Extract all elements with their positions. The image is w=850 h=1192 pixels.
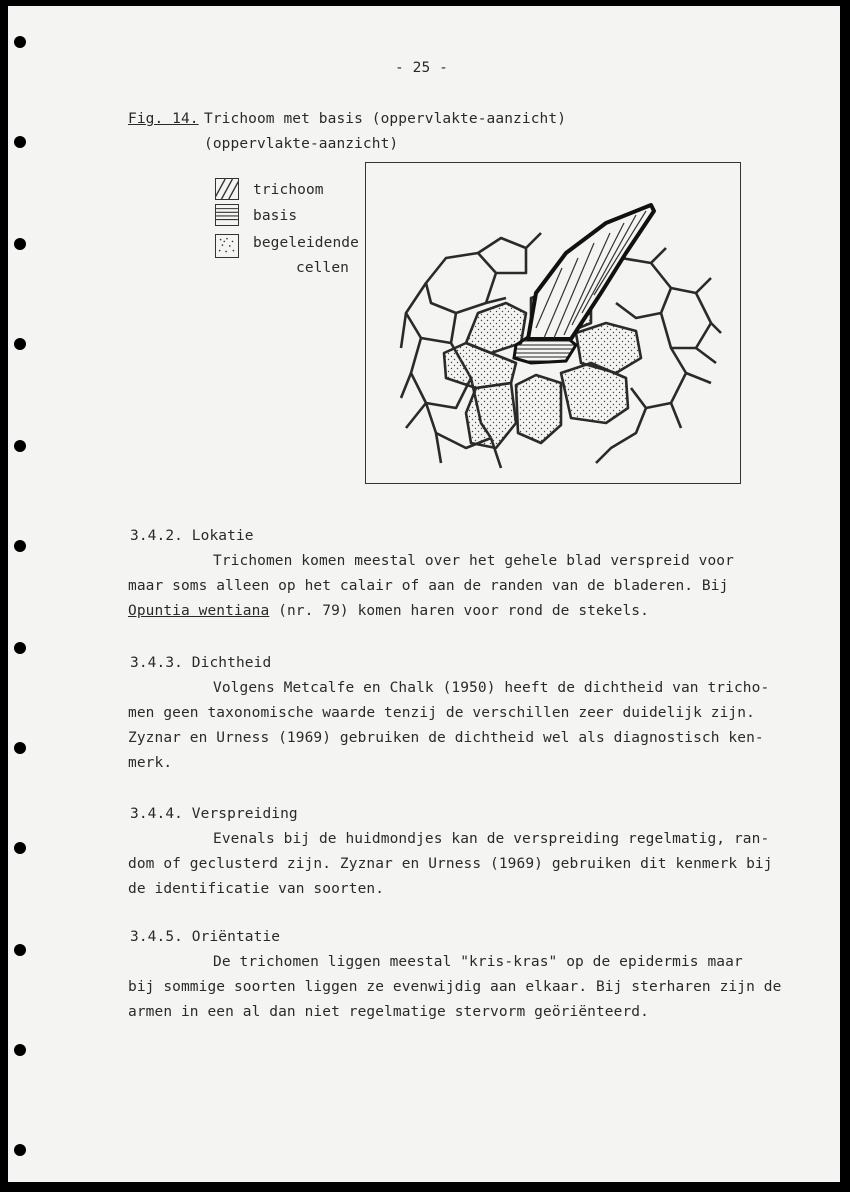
- section-heading-dichtheid: 3.4.3. Dichtheid: [130, 655, 272, 671]
- binder-hole: [14, 1144, 26, 1156]
- legend-label: begeleidende: [253, 235, 359, 251]
- section-heading-orientatie: 3.4.5. Oriëntatie: [130, 929, 281, 945]
- paragraph-line: bij sommige soorten liggen ze evenwijdig aan elkaar. Bij sterharen zijn de: [128, 979, 782, 995]
- paragraph-line: men geen taxonomische waarde tenzij de verschillen zeer duidelijk zijn.: [128, 705, 755, 721]
- binder-hole: [14, 842, 26, 854]
- paragraph-line: maar soms alleen op het calair of aan de randen van de bladeren. Bij: [128, 578, 729, 594]
- binder-hole: [14, 338, 26, 350]
- binder-hole: [14, 440, 26, 452]
- species-name: Opuntia wentiana: [128, 603, 270, 619]
- binder-hole: [14, 136, 26, 148]
- legend-label: basis: [253, 208, 298, 224]
- section-heading-lokatie: 3.4.2. Lokatie: [130, 528, 254, 544]
- legend-label: trichoom: [253, 182, 324, 198]
- paragraph-line: Trichomen komen meestal over het gehele blad verspreid voor: [213, 553, 734, 569]
- paragraph-line: merk.: [128, 755, 173, 771]
- paragraph-line: Evenals bij de huidmondjes kan de verspreiding regelmatig, ran-: [213, 831, 770, 847]
- paragraph-line: De trichomen liggen meestal "kris-kras" op de epidermis maar: [213, 954, 743, 970]
- figure-frame: [365, 162, 741, 484]
- binder-hole: [14, 36, 26, 48]
- paragraph-line: armen in een al dan niet regelmatige stervorm geöriënteerd.: [128, 1004, 649, 1020]
- paragraph-line: Volgens Metcalfe en Chalk (1950) heeft de dichtheid van tricho-: [213, 680, 770, 696]
- figure-label: Fig. 14.: [128, 111, 199, 127]
- binder-hole: [14, 642, 26, 654]
- binder-hole: [14, 540, 26, 552]
- figure-title: Trichoom met basis (oppervlakte-aanzicht): [204, 111, 567, 127]
- section-heading-verspreiding: 3.4.4. Verspreiding: [130, 806, 298, 822]
- document-page: [8, 6, 840, 1182]
- binder-hole: [14, 238, 26, 250]
- paragraph-line: dom of geclusterd zijn. Zyznar en Urness (1969) gebruiken dit kenmerk bij: [128, 856, 773, 872]
- dots-swatch: [215, 234, 239, 258]
- binder-hole: [14, 944, 26, 956]
- page-number: - 25 -: [395, 60, 448, 76]
- binder-hole: [14, 742, 26, 754]
- figure-title-line2: (oppervlakte-aanzicht): [204, 136, 399, 152]
- lines-swatch: [215, 204, 239, 226]
- paragraph-line: de identificatie van soorten.: [128, 881, 385, 897]
- trichome-illustration: [366, 163, 739, 482]
- paragraph-text: (nr. 79) komen haren voor rond de stekels.: [269, 603, 649, 619]
- legend-label-continued: cellen: [296, 260, 349, 276]
- paragraph-line: Zyznar en Urness (1969) gebruiken de dichtheid wel als diagnostisch ken-: [128, 730, 764, 746]
- hatch-swatch: [215, 178, 239, 200]
- paragraph-line: [128, 599, 649, 623]
- binder-hole: [14, 1044, 26, 1056]
